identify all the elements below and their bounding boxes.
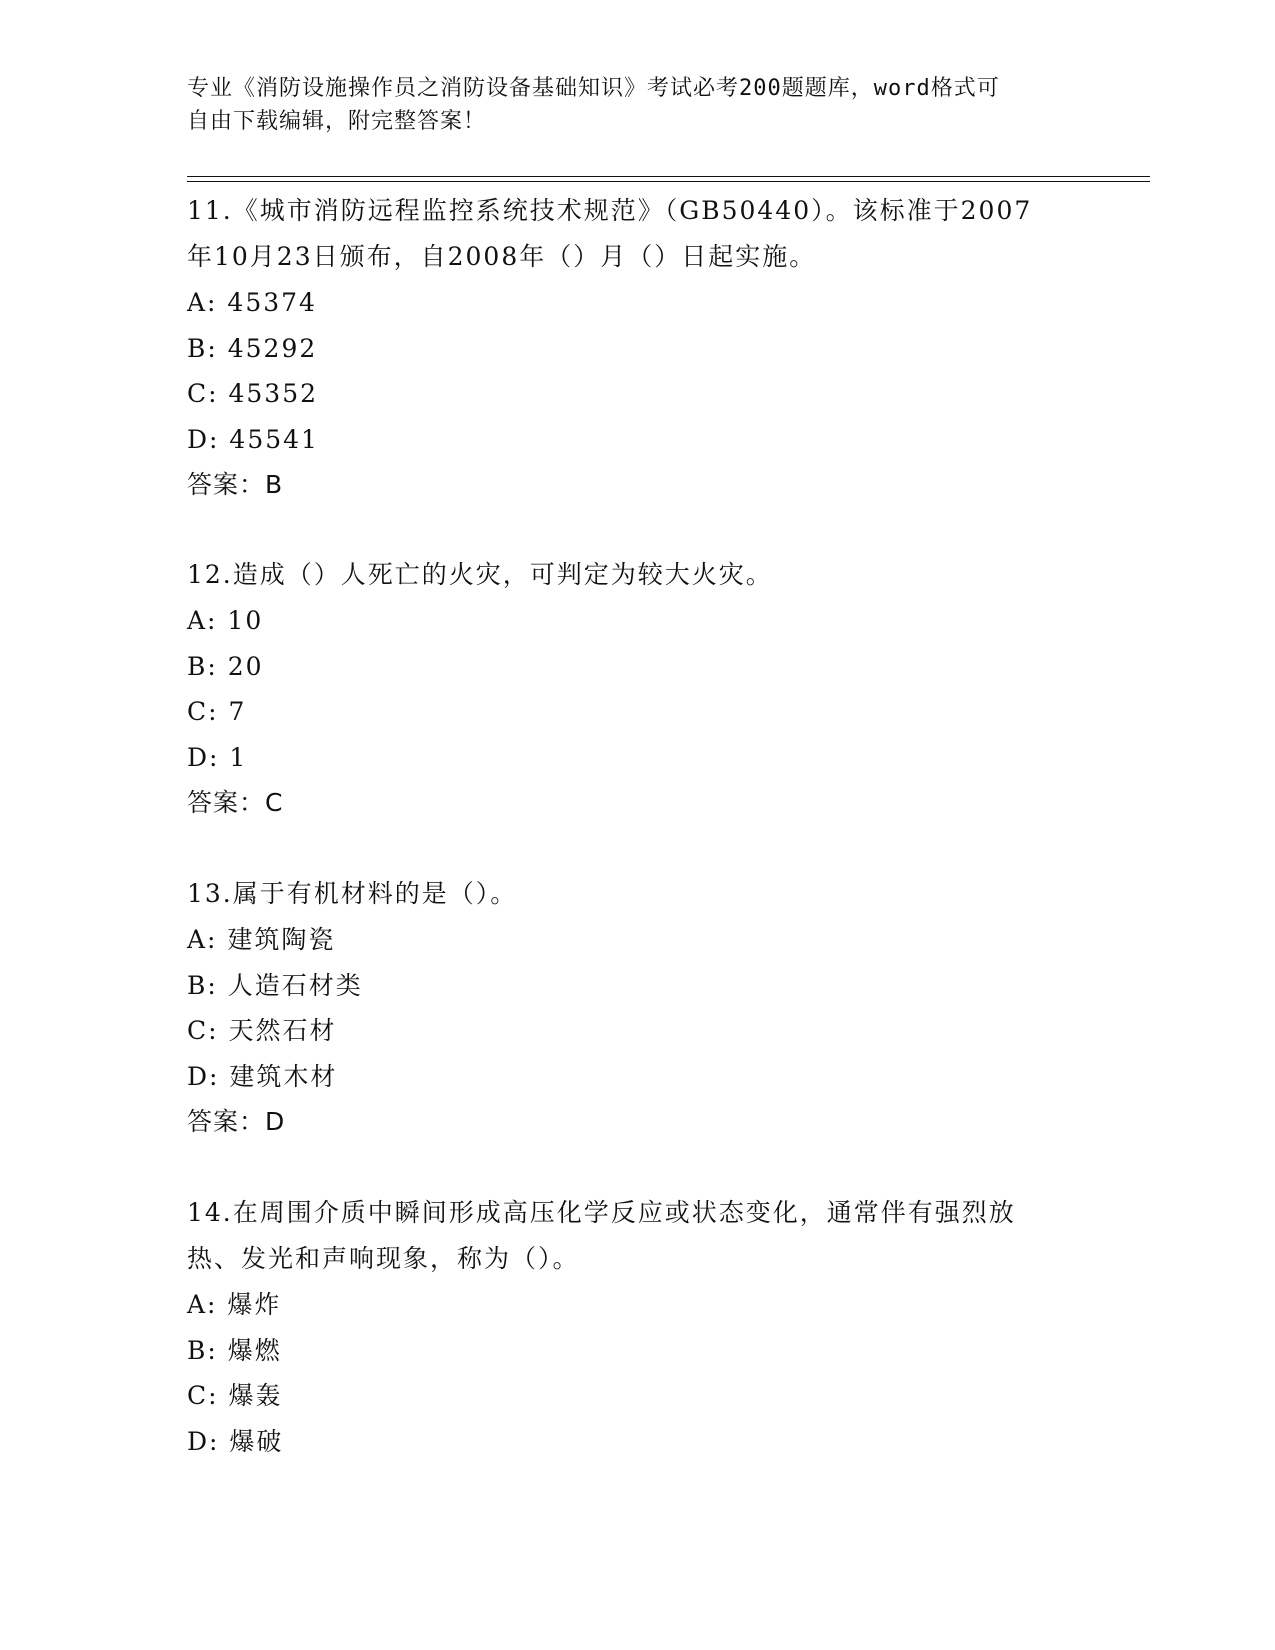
option-c: C: 7 bbox=[187, 697, 247, 726]
option-b: B: 人造石材类 bbox=[187, 970, 363, 1000]
option-a: A: 10 bbox=[187, 606, 264, 635]
option-b: B: 45292 bbox=[187, 333, 318, 363]
header-divider-top bbox=[187, 176, 1150, 177]
question-text-line-1: 14.在周围介质中瞬间形成高压化学反应或状态变化，通常伴有强烈放 bbox=[187, 1198, 1016, 1227]
question-text-line-2: 热、发光和声响现象，称为（）。 bbox=[187, 1244, 580, 1273]
header-divider-bottom bbox=[187, 181, 1150, 182]
option-c: C: 爆轰 bbox=[187, 1381, 283, 1410]
question-14 bbox=[187, 1190, 1087, 1464]
question-12 bbox=[187, 552, 1087, 826]
option-b: B: 20 bbox=[187, 651, 264, 681]
answer-label: 答案：D bbox=[187, 1107, 286, 1136]
question-text-line-1: 13.属于有机材料的是（）。 bbox=[187, 879, 518, 908]
option-b: B: 爆燃 bbox=[187, 1335, 282, 1365]
question-text-line-1: 11.《城市消防远程监控系统技术规范》（GB50440）。该标准于2007 bbox=[187, 196, 1033, 225]
question-11 bbox=[187, 188, 1087, 508]
option-a: A: 45374 bbox=[187, 288, 317, 317]
option-c: C: 45352 bbox=[187, 379, 319, 408]
document-header bbox=[187, 72, 1067, 138]
option-a: A: 爆炸 bbox=[187, 1290, 282, 1319]
option-c: C: 天然石材 bbox=[187, 1016, 337, 1045]
question-13 bbox=[187, 871, 1087, 1145]
answer-label: 答案：C bbox=[187, 788, 284, 817]
option-d: D: 45541 bbox=[187, 424, 319, 454]
header-line-2: 自由下载编辑，附完整答案！ bbox=[187, 109, 487, 134]
option-d: D: 建筑木材 bbox=[187, 1061, 338, 1091]
header-line-1: 专业《消防设施操作员之消防设备基础知识》考试必考200题题库，word格式可 bbox=[187, 76, 1000, 101]
question-text-line-2: 年10月23日颁布，自2008年（）月（）日起实施。 bbox=[187, 242, 817, 271]
option-d: D: 爆破 bbox=[187, 1426, 284, 1456]
option-d: D: 1 bbox=[187, 742, 248, 772]
answer-label: 答案：B bbox=[187, 470, 284, 499]
question-text-line-1: 12.造成（）人死亡的火灾，可判定为较大火灾。 bbox=[187, 560, 773, 589]
option-a: A: 建筑陶瓷 bbox=[187, 925, 336, 954]
